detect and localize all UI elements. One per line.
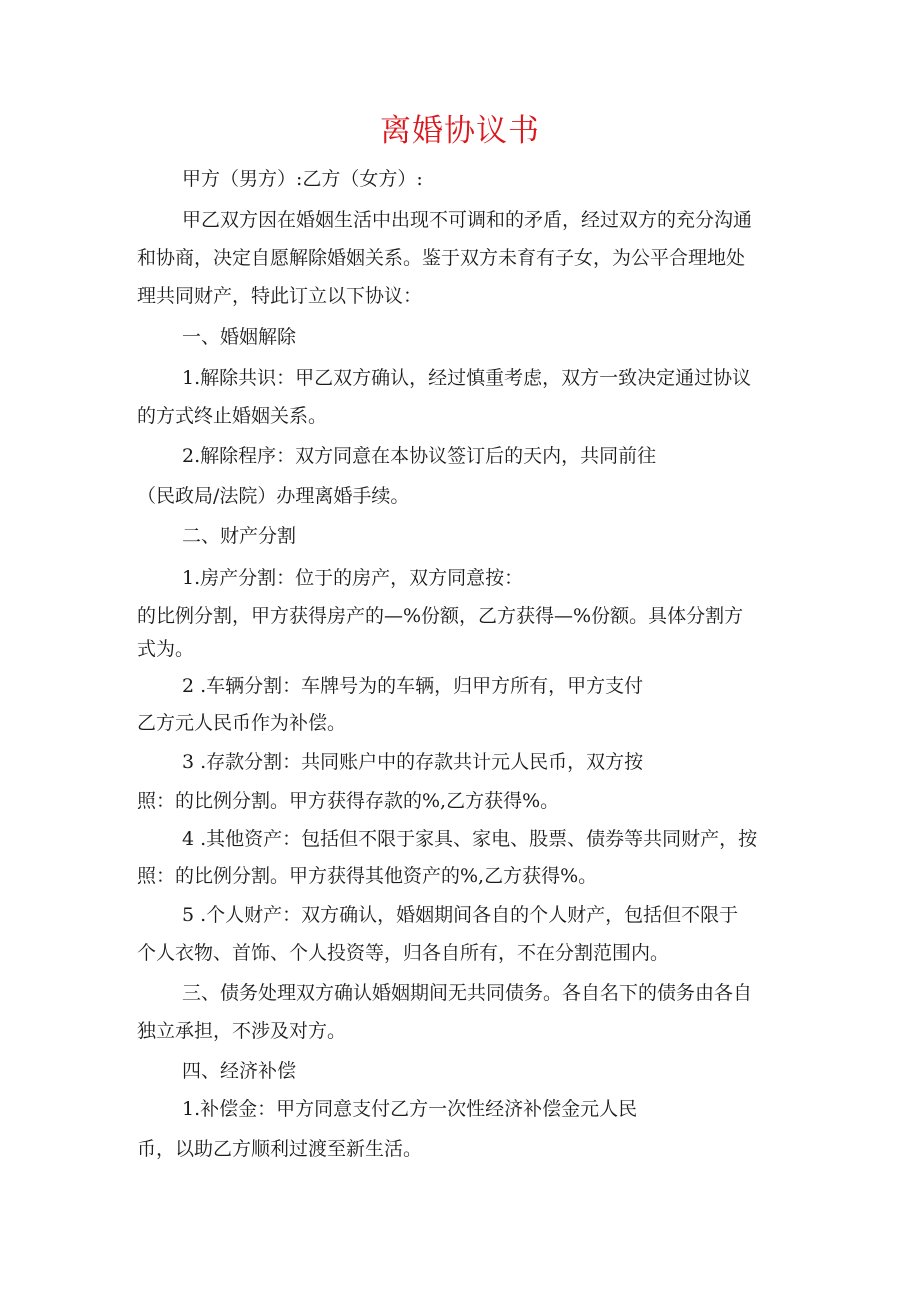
- clause-line: 个人衣物、首饰、个人投资等，归各自所有，不在分割范围内。: [137, 942, 670, 964]
- clause-line: 币，以助乙方顺利过渡至新生活。: [137, 1138, 423, 1160]
- preamble-line: 理共同财产，特此订立以下协议：: [137, 285, 423, 307]
- clause-line: 式为。: [137, 638, 195, 660]
- clause-line: 1.补偿金：甲方同意支付乙方一次性经济补偿金元人民: [182, 1098, 638, 1120]
- clause-line: 3 .存款分割：共同账户中的存款共计元人民币，双方按: [182, 751, 644, 773]
- clause-line: 2.解除程序：双方同意在本协议签订后的天内，共同前往: [182, 445, 657, 467]
- clause-line: 1.解除共识：甲乙双方确认，经过慎重考虑，双方一致决定通过协议: [182, 367, 752, 389]
- preamble-line: 和协商，决定自愿解除婚姻关系。鉴于双方未育有子女，为公平合理地处: [137, 247, 746, 269]
- clause-line: 照：的比例分割。甲方获得其他资产的%,乙方获得%。: [137, 865, 598, 887]
- clause-line: 5 .个人财产：双方确认，婚姻期间各自的个人财产，包括但不限于: [182, 904, 739, 926]
- clause-line: 照：的比例分割。甲方获得存款的%,乙方获得%。: [137, 790, 560, 812]
- clause-line: 的方式终止婚姻关系。: [137, 405, 328, 427]
- party-line: 甲方（男方）:乙方（女方）:: [182, 168, 423, 190]
- clause-line: （民政局/法院）办理离婚手续。: [137, 485, 410, 507]
- preamble-line: 甲乙双方因在婚姻生活中出现不可调和的矛盾，经过双方的充分沟通: [182, 209, 753, 231]
- section-heading: 一、婚姻解除: [182, 326, 297, 348]
- section-heading: 四、经济补偿: [182, 1060, 297, 1082]
- document-title: 离婚协议书: [380, 113, 540, 149]
- section-heading: 二、财产分割: [182, 525, 297, 547]
- clause-line: 1.房产分割：位于的房产，双方同意按：: [182, 567, 524, 589]
- clause-line: 4 .其他资产：包括但不限于家具、家电、股票、债券等共同财产，按: [182, 828, 758, 850]
- clause-line: 2 .车辆分割：车牌号为的车辆，归甲方所有，甲方支付: [182, 675, 644, 697]
- section-heading: 三、债务处理双方确认婚姻期间无共同债务。各自名下的债务由各自: [182, 982, 753, 1004]
- clause-line: 乙方元人民币作为补偿。: [137, 712, 347, 734]
- clause-line: 的比例分割，甲方获得房产的—%份额，乙方获得—%份额。具体分割方: [137, 605, 744, 627]
- clause-line: 独立承担，不涉及对方。: [137, 1020, 347, 1042]
